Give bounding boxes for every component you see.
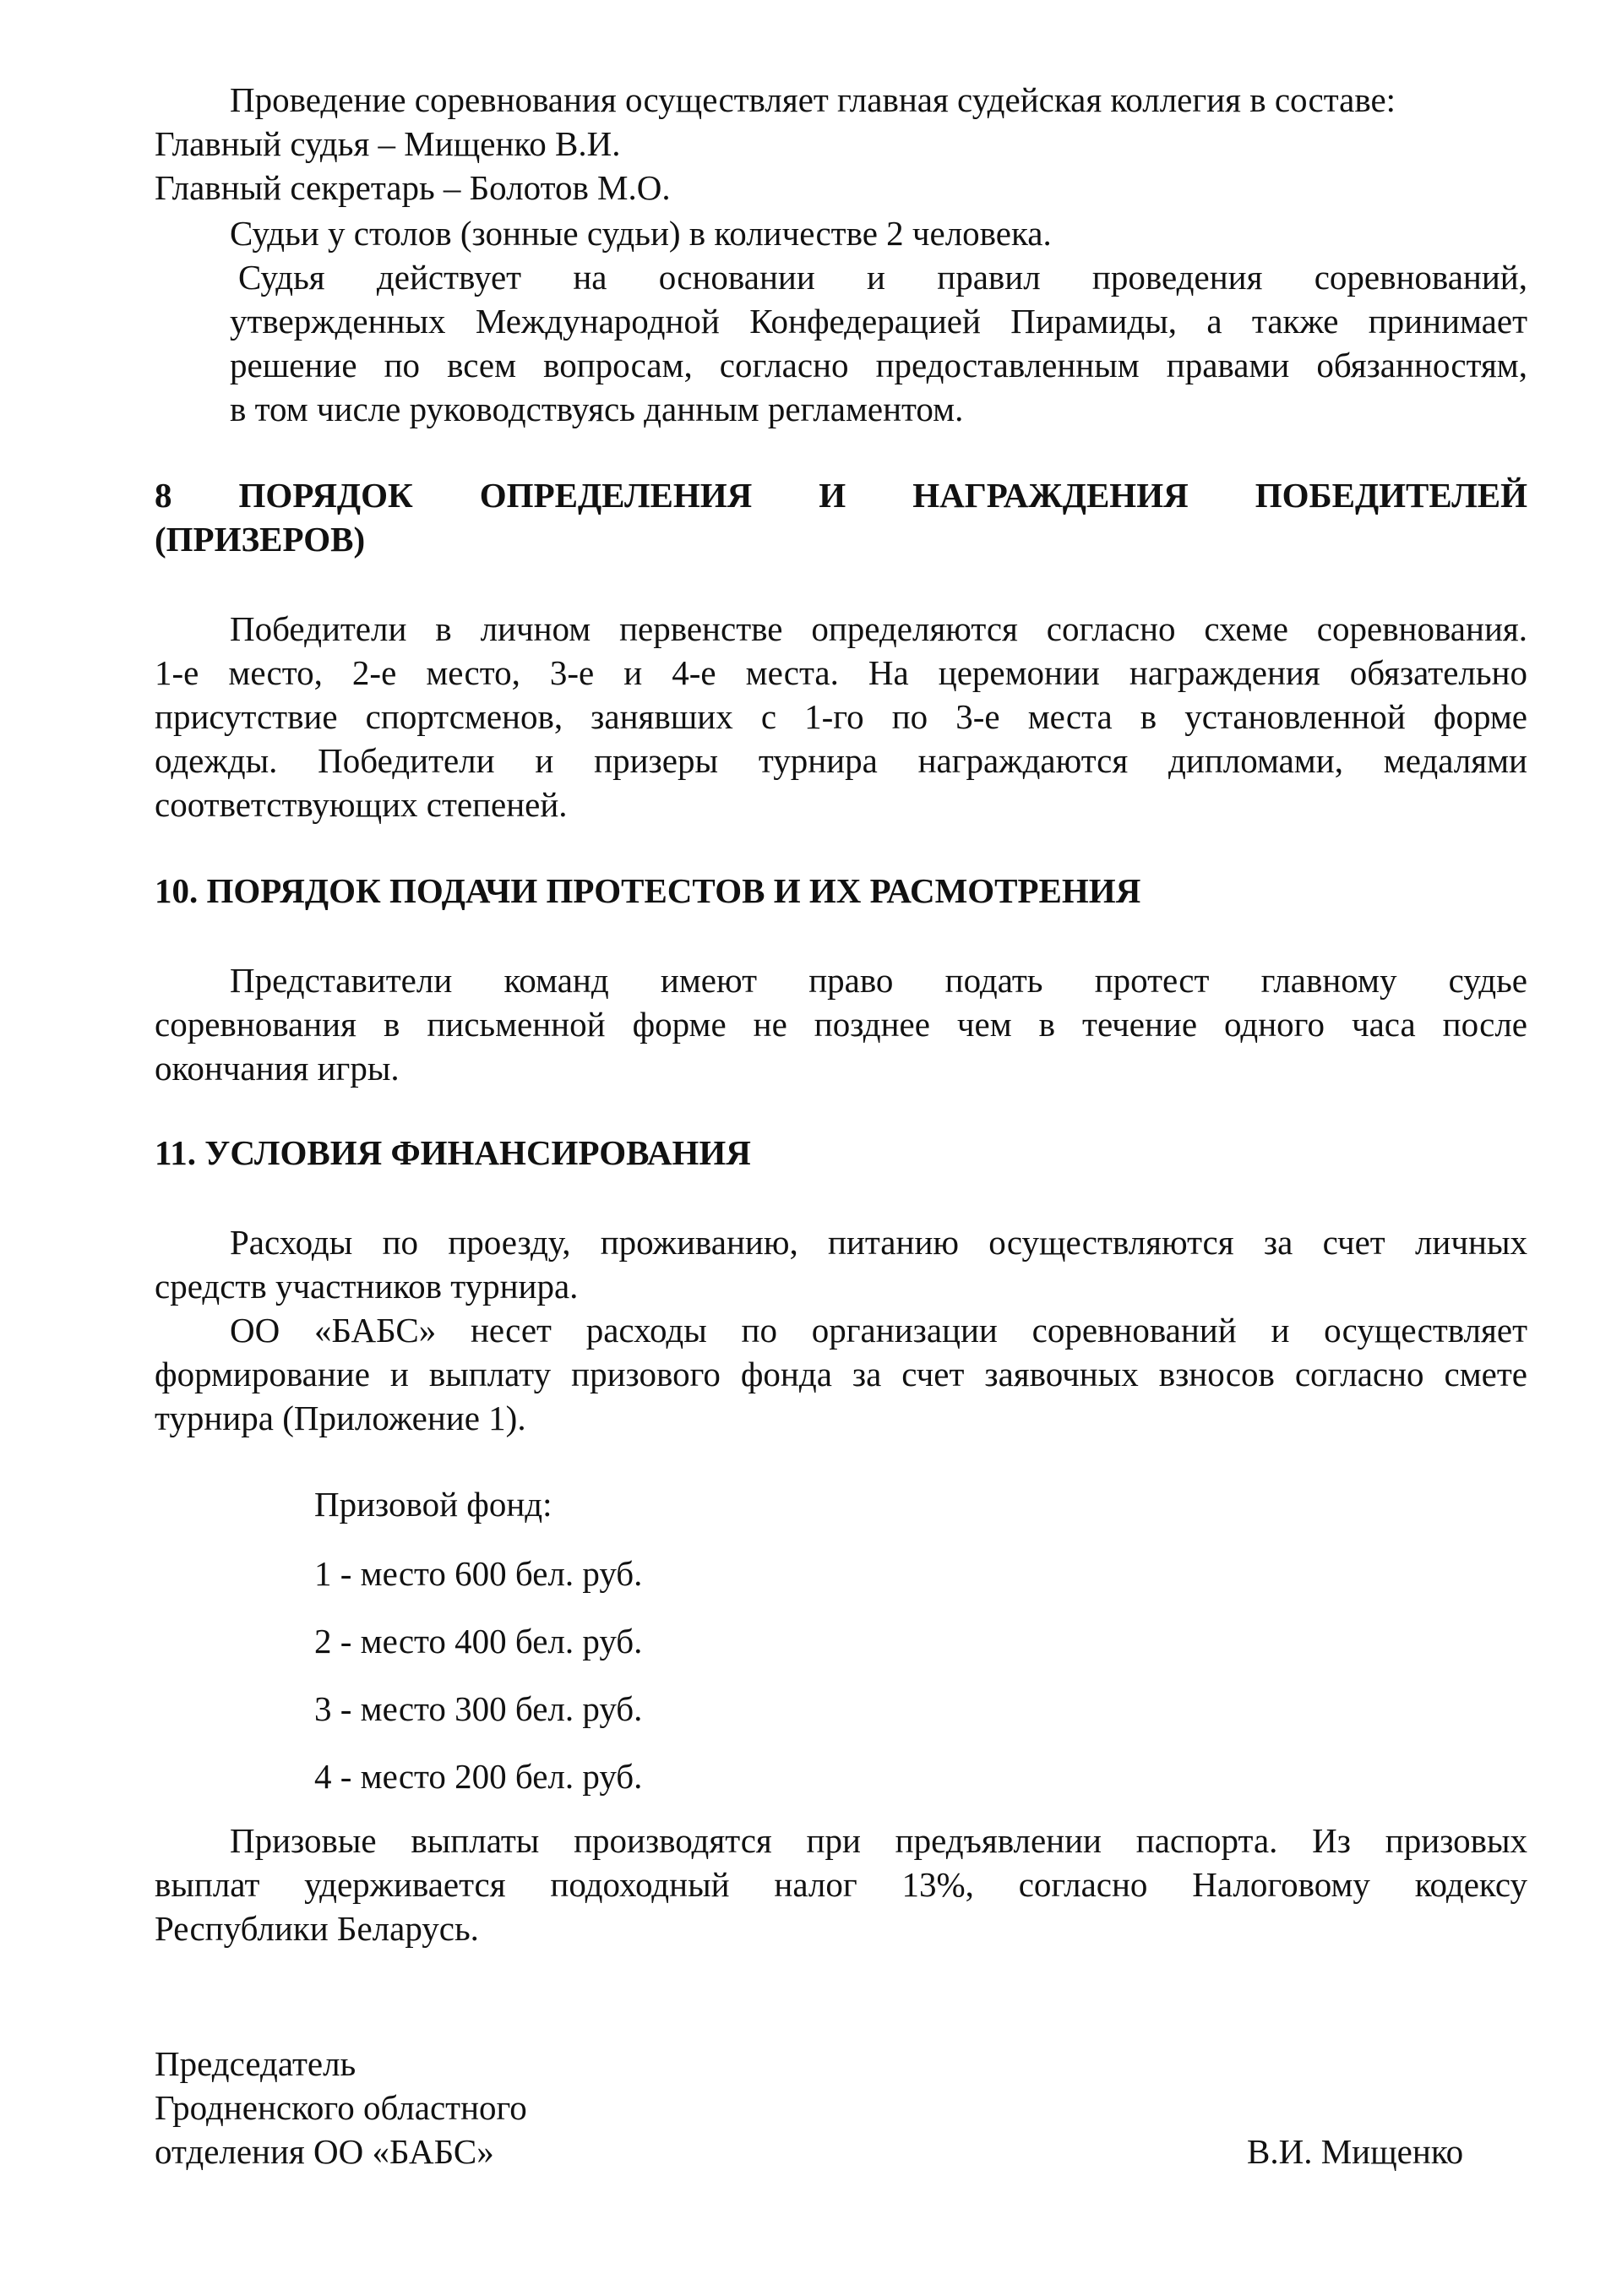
organizer-line: формирование и выплату призового фонда за счет заявочных взносов согласно смете: [155, 1355, 1527, 1393]
prize-item: 1 - место 600 бел. руб.: [314, 1554, 643, 1593]
prize-item: 4 - место 200 бел. руб.: [314, 1757, 643, 1796]
judge-rules-line: утвержденных Международной Конфедерацией Пирамиды, а также принимает: [230, 302, 1527, 341]
signatory-position: отделения ОО «БАБС»: [155, 2132, 494, 2171]
section-8-paragraph-line: Победители в личном первенстве определяются согласно схеме соревнования.: [230, 609, 1527, 648]
prize-fund-title: Призовой фонд:: [314, 1485, 552, 1524]
section-10-paragraph-line: окончания игры.: [155, 1049, 400, 1088]
section-8-heading: 8 ПОРЯДОК ОПРЕДЕЛЕНИЯ И НАГРАЖДЕНИЯ ПОБЕДИТЕЛЕЙ: [155, 476, 1527, 515]
judge-rules-line: Судья действует на основании и правил проведения соревнований,: [238, 258, 1527, 297]
signatory-name: В.И. Мищенко: [1247, 2132, 1464, 2171]
section-11-heading: 11. УСЛОВИЯ ФИНАНСИРОВАНИЯ: [155, 1133, 751, 1172]
expenses-line: Расходы по проезду, проживанию, питанию осуществляются за счет личных: [230, 1223, 1527, 1262]
section-8-paragraph-line: 1-е место, 2-е место, 3-е и 4-е места. На церемонии награждения обязательно: [155, 653, 1527, 692]
judge-rules-line: решение по всем вопросам, согласно предоставленным правами обязанностям,: [230, 346, 1527, 384]
prize-item: 3 - место 300 бел. руб.: [314, 1689, 643, 1728]
section-8-paragraph-line: соответствующих степеней.: [155, 785, 568, 824]
payout-note-line: Призовые выплаты производятся при предъявлении паспорта. Из призовых: [230, 1821, 1527, 1860]
signatory-position: Председатель: [155, 2044, 357, 2083]
judge-rules-line: в том числе руководствуясь данным регламентом.: [230, 390, 964, 428]
payout-note-line: Республики Беларусь.: [155, 1909, 479, 1948]
organizer-line: турнира (Приложение 1).: [155, 1399, 526, 1437]
chief-secretary-line: Главный секретарь – Болотов М.О.: [155, 168, 671, 207]
section-10-paragraph-line: Представители команд имеют право подать протест главному судье: [230, 961, 1527, 1000]
organizer-line: ОО «БАБС» несет расходы по организации соревнований и осуществляет: [230, 1311, 1527, 1350]
table-judges-line: Судьи у столов (зонные судьи) в количестве 2 человека.: [230, 214, 1052, 253]
judging-intro: Проведение соревнования осуществляет главная судейская коллегия в составе:: [230, 80, 1396, 119]
section-8-paragraph-line: присутствие спортсменов, занявших с 1-го по 3-е места в установленной форме: [155, 697, 1527, 736]
expenses-line: средств участников турнира.: [155, 1267, 579, 1306]
section-8-heading-cont: (ПРИЗЕРОВ): [155, 520, 366, 559]
section-10-heading: 10. ПОРЯДОК ПОДАЧИ ПРОТЕСТОВ И ИХ РАСМОТРЕНИЯ: [155, 871, 1141, 910]
signatory-position: Гродненского областного: [155, 2088, 527, 2127]
section-8-paragraph-line: одежды. Победители и призеры турнира награждаются дипломами, медалями: [155, 741, 1527, 780]
section-10-paragraph-line: соревнования в письменной форме не позднее чем в течение одного часа после: [155, 1005, 1527, 1044]
chief-judge-line: Главный судья – Мищенко В.И.: [155, 124, 621, 163]
prize-item: 2 - место 400 бел. руб.: [314, 1622, 643, 1661]
payout-note-line: выплат удерживается подоходный налог 13%, согласно Налоговому кодексу: [155, 1865, 1527, 1904]
